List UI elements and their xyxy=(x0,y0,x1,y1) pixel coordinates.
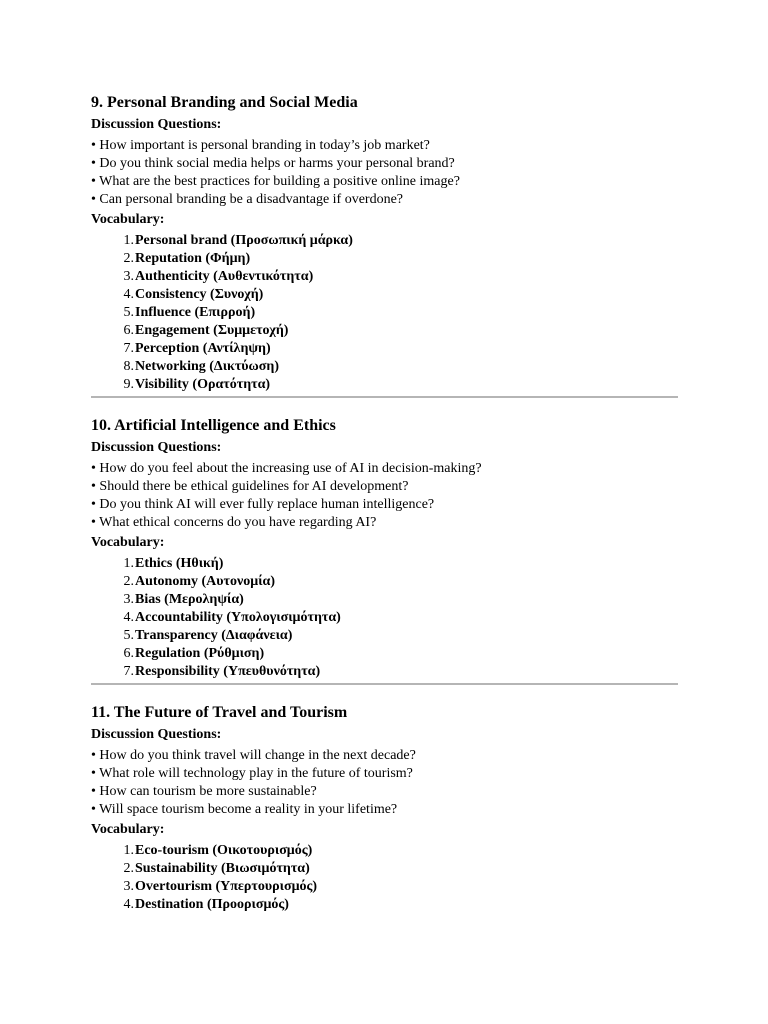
section-title: 9. Personal Branding and Social Media xyxy=(91,94,358,111)
vocabulary-item xyxy=(91,878,678,896)
question-item: • Do you think social media helps or harms your personal brand? xyxy=(91,156,455,171)
discussion-questions-list xyxy=(91,460,678,532)
vocabulary-item xyxy=(91,627,678,645)
vocabulary-item xyxy=(91,250,678,268)
vocabulary-item xyxy=(91,645,678,663)
section-ai-ethics xyxy=(91,416,678,681)
item-number: 2. xyxy=(123,574,134,589)
vocabulary-term: Consistency (Συνοχή) xyxy=(135,287,264,302)
item-number: 4. xyxy=(123,287,134,302)
section-divider xyxy=(91,396,678,398)
vocabulary-heading: Vocabulary: xyxy=(91,535,165,550)
vocabulary-term: Sustainability (Βιωσιμότητα) xyxy=(135,861,310,876)
question-item: • Should there be ethical guidelines for AI development? xyxy=(91,479,409,494)
vocabulary-item xyxy=(91,573,678,591)
item-number: 5. xyxy=(123,305,134,320)
vocabulary-term: Perception (Αντίληψη) xyxy=(135,341,271,356)
vocabulary-term: Networking (Δικτύωση) xyxy=(135,359,280,374)
vocabulary-item xyxy=(91,286,678,304)
vocabulary-term: Ethics (Ηθική) xyxy=(135,556,224,571)
item-number: 8. xyxy=(123,359,134,374)
section-title: 11. The Future of Travel and Tourism xyxy=(91,704,348,721)
question-item: • Will space tourism become a reality in your lifetime? xyxy=(91,802,398,817)
vocabulary-item xyxy=(91,376,678,394)
vocabulary-list xyxy=(91,555,678,681)
question-item: • What ethical concerns do you have regarding AI? xyxy=(91,515,377,530)
discussion-questions-heading: Discussion Questions: xyxy=(91,440,222,455)
question-item: • What are the best practices for building a positive online image? xyxy=(91,174,460,189)
question-item: • How do you think travel will change in the next decade? xyxy=(91,748,416,763)
item-number: 4. xyxy=(123,897,134,912)
item-number: 3. xyxy=(123,879,134,894)
vocabulary-term: Bias (Μεροληψία) xyxy=(135,592,244,607)
vocabulary-item xyxy=(91,304,678,322)
vocabulary-item xyxy=(91,591,678,609)
vocabulary-term: Eco-tourism (Οικοτουρισμός) xyxy=(135,843,313,858)
discussion-questions-list xyxy=(91,137,678,209)
item-number: 6. xyxy=(123,646,134,661)
item-number: 3. xyxy=(123,592,134,607)
vocabulary-heading: Vocabulary: xyxy=(91,212,165,227)
vocabulary-item xyxy=(91,663,678,681)
vocabulary-item xyxy=(91,322,678,340)
vocabulary-item xyxy=(91,842,678,860)
vocabulary-term: Autonomy (Αυτονομία) xyxy=(135,574,276,589)
item-number: 1. xyxy=(123,233,134,248)
vocabulary-item xyxy=(91,268,678,286)
section-personal-branding xyxy=(91,93,678,394)
vocabulary-list xyxy=(91,842,678,914)
item-number: 9. xyxy=(123,377,134,392)
item-number: 6. xyxy=(123,323,134,338)
vocabulary-term: Transparency (Διαφάνεια) xyxy=(135,628,293,643)
item-number: 2. xyxy=(123,251,134,266)
question-item: • What role will technology play in the future of tourism? xyxy=(91,766,413,781)
item-number: 7. xyxy=(123,664,134,679)
vocabulary-term: Reputation (Φήμη) xyxy=(135,251,251,266)
vocabulary-term: Personal brand (Προσωπική μάρκα) xyxy=(135,233,353,248)
question-item: • Can personal branding be a disadvantage if overdone? xyxy=(91,192,404,207)
section-divider xyxy=(91,683,678,685)
vocabulary-list xyxy=(91,232,678,394)
vocabulary-item xyxy=(91,232,678,250)
question-item: • How important is personal branding in today’s job market? xyxy=(91,138,430,153)
vocabulary-term: Visibility (Ορατότητα) xyxy=(135,377,271,392)
vocabulary-term: Overtourism (Υπερτουρισμός) xyxy=(135,879,318,894)
vocabulary-item xyxy=(91,896,678,914)
vocabulary-item xyxy=(91,555,678,573)
question-item: • Do you think AI will ever fully replace human intelligence? xyxy=(91,497,435,512)
vocabulary-item xyxy=(91,860,678,878)
section-title: 10. Artificial Intelligence and Ethics xyxy=(91,417,336,434)
vocabulary-term: Regulation (Ρύθμιση) xyxy=(135,646,265,661)
item-number: 4. xyxy=(123,610,134,625)
vocabulary-term: Authenticity (Αυθεντικότητα) xyxy=(135,269,314,284)
item-number: 5. xyxy=(123,628,134,643)
discussion-questions-list xyxy=(91,747,678,819)
discussion-questions-heading: Discussion Questions: xyxy=(91,117,222,132)
vocabulary-term: Engagement (Συμμετοχή) xyxy=(135,323,289,338)
vocabulary-item xyxy=(91,358,678,376)
vocabulary-heading: Vocabulary: xyxy=(91,822,165,837)
question-item: • How can tourism be more sustainable? xyxy=(91,784,317,799)
section-travel-tourism xyxy=(91,703,678,914)
item-number: 1. xyxy=(123,843,134,858)
vocabulary-item xyxy=(91,609,678,627)
vocabulary-term: Destination (Προορισμός) xyxy=(135,897,289,912)
vocabulary-term: Accountability (Υπολογισιμότητα) xyxy=(135,610,341,625)
question-item: • How do you feel about the increasing use of AI in decision-making? xyxy=(91,461,482,476)
vocabulary-item xyxy=(91,340,678,358)
vocabulary-term: Responsibility (Υπευθυνότητα) xyxy=(135,664,321,679)
vocabulary-term: Influence (Επιρροή) xyxy=(135,305,256,320)
item-number: 2. xyxy=(123,861,134,876)
discussion-questions-heading: Discussion Questions: xyxy=(91,727,222,742)
document-page xyxy=(91,93,678,914)
item-number: 3. xyxy=(123,269,134,284)
item-number: 1. xyxy=(123,556,134,571)
item-number: 7. xyxy=(123,341,134,356)
